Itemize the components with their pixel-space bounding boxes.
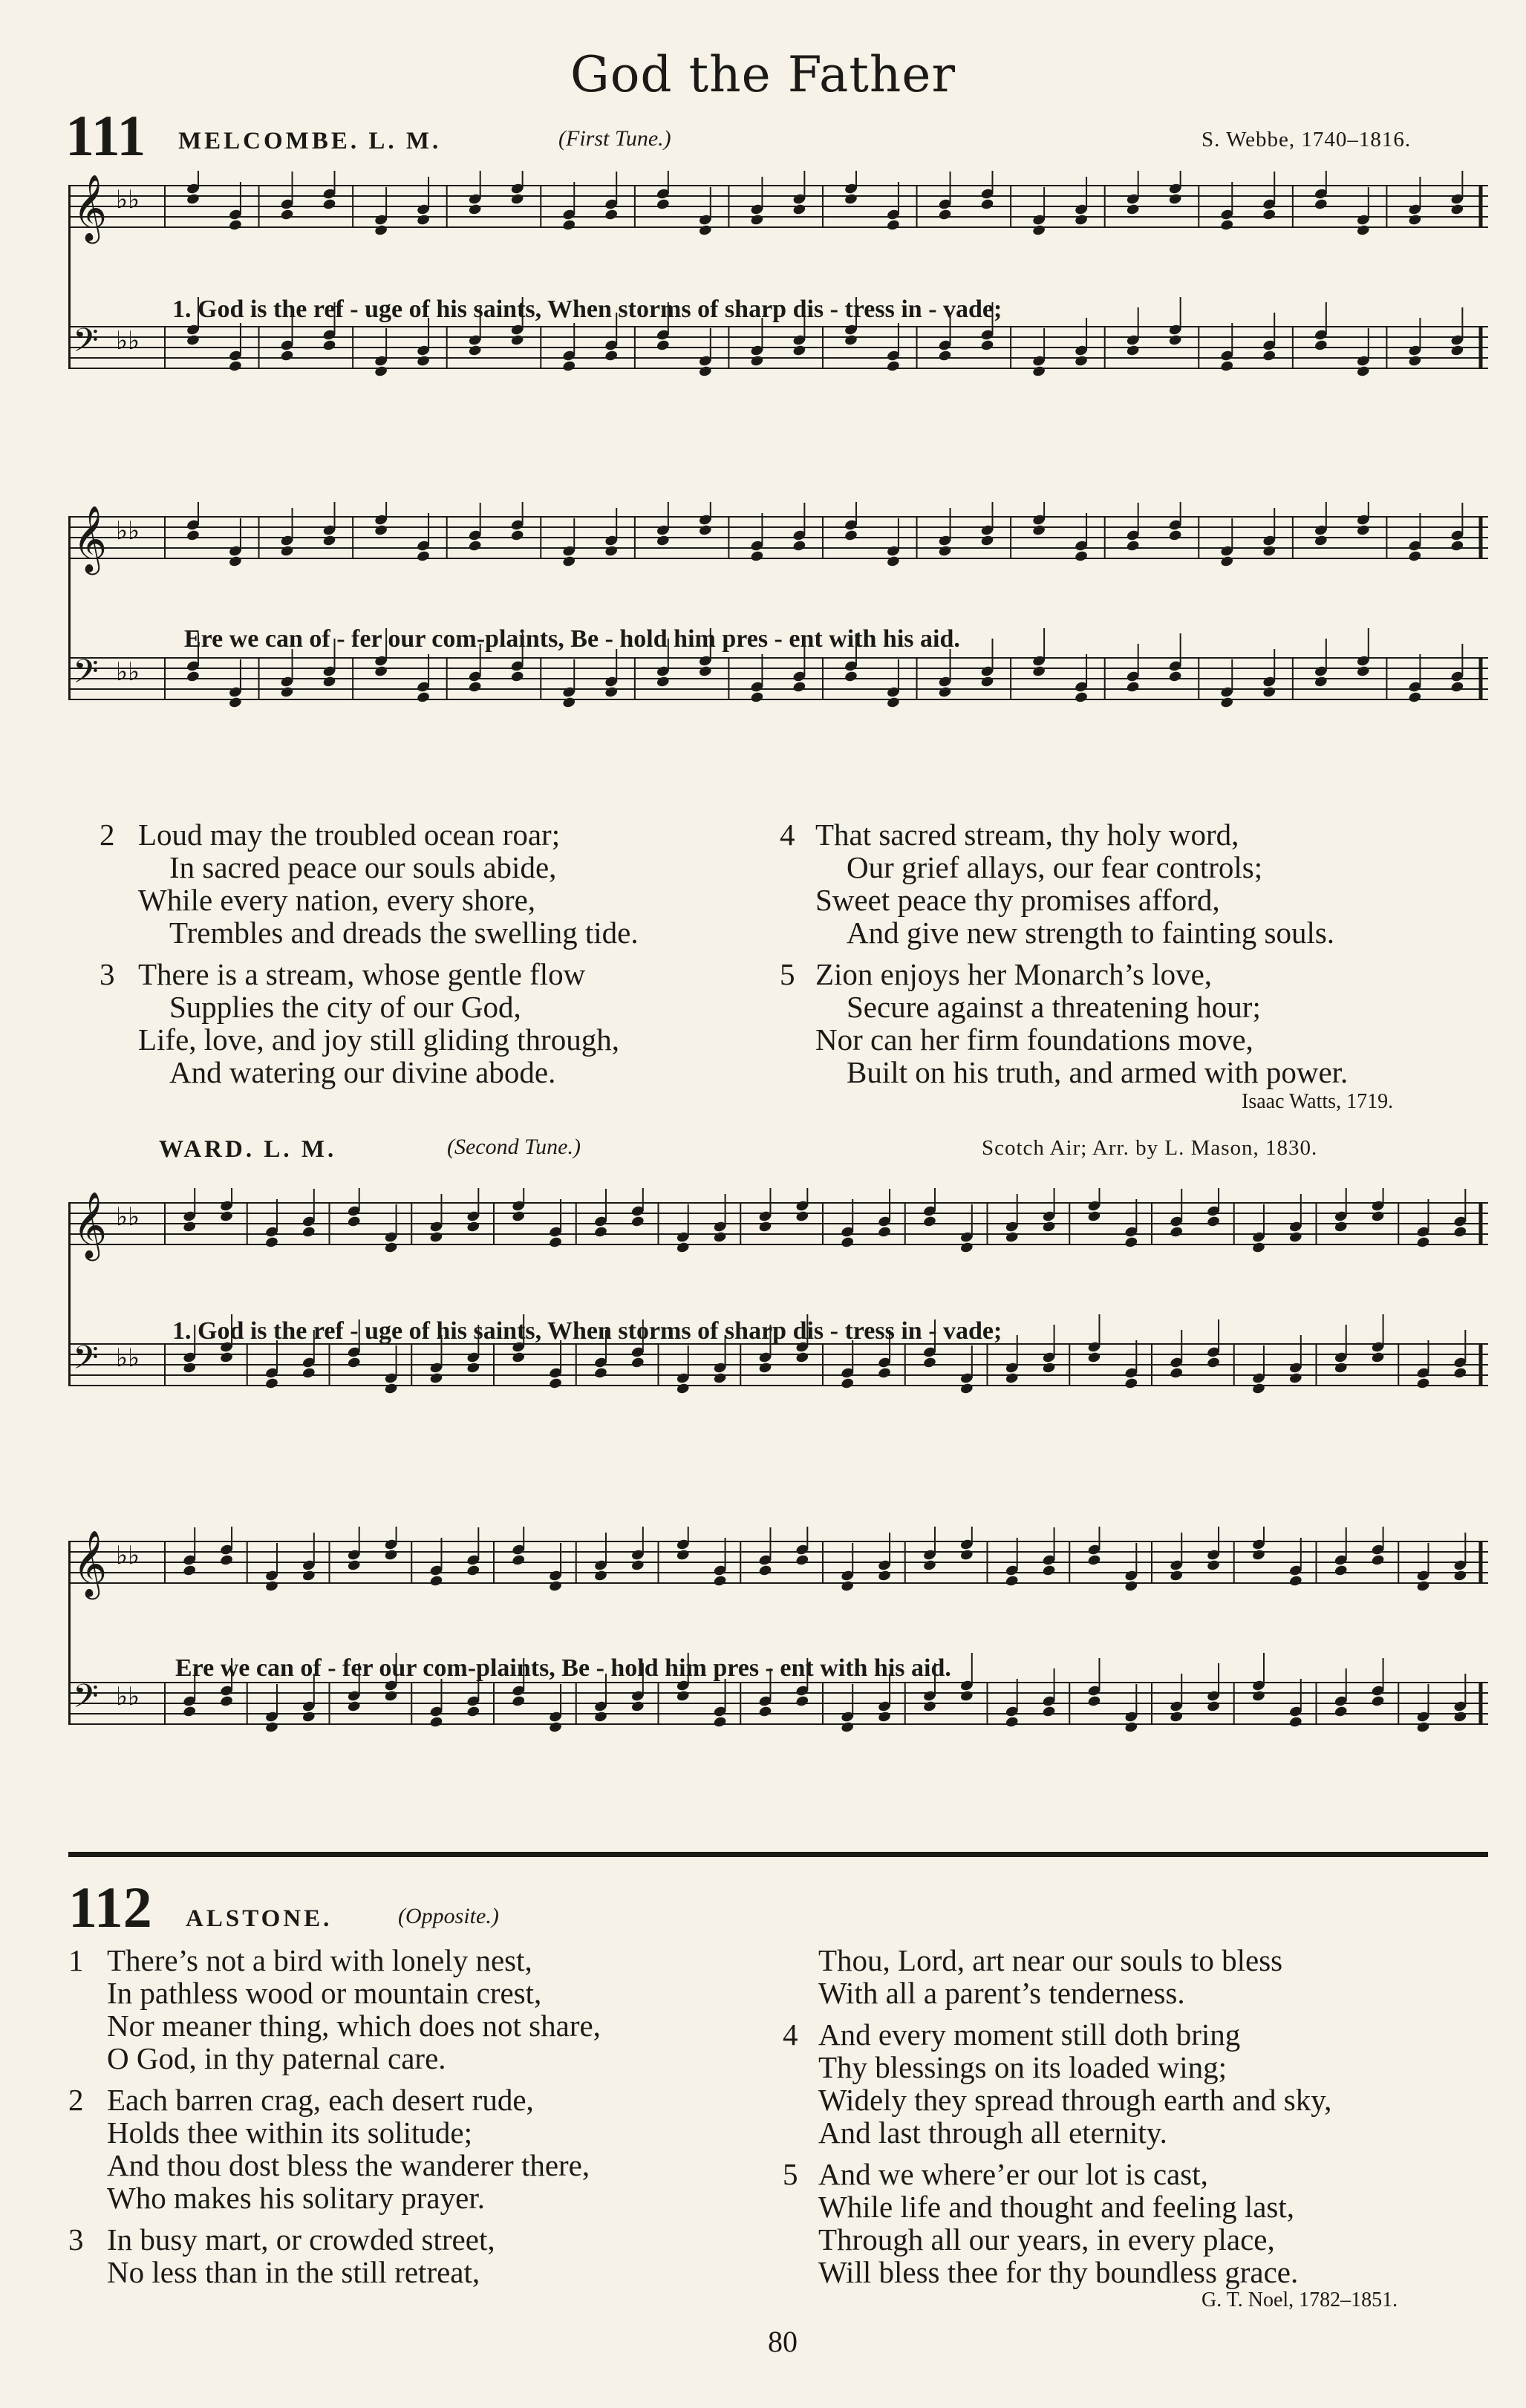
section-title: God the Father xyxy=(570,46,956,103)
stanza-112-4: 4 And every moment still doth bring Thy blessings on its loaded wing; Widely they spread through earth and sky, And last through all eternity. xyxy=(783,2017,1332,2150)
key-signature-flats-icon: ♭♭ xyxy=(116,185,140,215)
section-divider xyxy=(68,1852,1488,1857)
composer-webbe: S. Webbe, 1740–1816. xyxy=(1201,128,1412,151)
tune-note-first: (First Tune.) xyxy=(558,126,671,151)
treble-clef-icon: 𝄞 xyxy=(73,174,108,241)
stanzas-112-right xyxy=(783,1944,1496,2288)
lyrics-melcombe-line1: 1. God is the ref - uge of his saints, When storms of sharp dis - tress in - vade; xyxy=(172,296,1002,323)
treble-staff xyxy=(68,502,1488,575)
treble-clef-icon: 𝄞 xyxy=(73,1192,108,1259)
key-signature-flats-icon: ♭♭ xyxy=(116,657,140,687)
stanza-111-5: 5 Zion enjoys her Monarch’s love, Secure against a threatening hour; Nor can her firm foundations move, Built on his truth, and armed with power. xyxy=(780,957,1349,1089)
treble-staff xyxy=(68,1188,1488,1262)
treble-clef-icon: 𝄞 xyxy=(73,1530,108,1597)
key-signature-flats-icon: ♭♭ xyxy=(116,1343,140,1373)
author-noel: G. T. Noel, 1782–1851. xyxy=(1201,2288,1398,2311)
tune-note-second: (Second Tune.) xyxy=(447,1135,581,1159)
stanza-111-3: 3 There is a stream, whose gentle flow Supplies the city of our God, Life, love, and joy still gliding through, And watering our divine abode. xyxy=(100,957,619,1089)
treble-clef-icon: 𝄞 xyxy=(73,506,108,572)
tune-note-opposite: (Opposite.) xyxy=(398,1904,499,1928)
bass-clef-icon: 𝄢 xyxy=(73,652,99,699)
stanzas-111-right xyxy=(780,818,1493,1089)
key-signature-flats-icon: ♭♭ xyxy=(116,516,140,546)
stanzas-111-left xyxy=(100,818,798,1089)
treble-staff xyxy=(68,171,1488,244)
key-signature-flats-icon: ♭♭ xyxy=(116,326,140,356)
lyrics-ward-line1: 1. God is the ref - uge of his saints, When storms of sharp dis - tress in - vade; xyxy=(172,1317,1002,1345)
lyrics-melcombe-line2: Ere we can of - fer our com-plaints, Be - hold him pres - ent with his aid. xyxy=(184,625,960,653)
stanza-112-2: 2 Each barren crag, each desert rude, Holds thee within its solitude; And thou dost bless the wanderer there, Who makes his solitary prayer. xyxy=(68,2083,590,2215)
stanza-112-1: 1 There’s not a bird with lonely nest, In pathless wood or mountain crest, Nor meaner thing, which does not share, O God, in thy paternal care. xyxy=(68,1943,601,2075)
composer-mason: Scotch Air; Arr. by L. Mason, 1830. xyxy=(982,1136,1318,1160)
tune-name-alstone: ALSTONE. xyxy=(186,1905,333,1932)
bass-clef-icon: 𝄢 xyxy=(73,321,99,368)
stanza-111-4: 4 That sacred stream, thy holy word, Our grief allays, our fear controls; Sweet peace thy promises afford, And give new strength to fainting souls. xyxy=(780,818,1335,950)
bass-clef-icon: 𝄢 xyxy=(73,1677,99,1723)
key-signature-flats-icon: ♭♭ xyxy=(116,1682,140,1712)
hymn-number-111: 111 xyxy=(65,103,146,168)
bass-clef-icon: 𝄢 xyxy=(73,1338,99,1385)
page-number: 80 xyxy=(768,2325,798,2358)
stanzas-112-left xyxy=(68,1944,781,2288)
treble-staff xyxy=(68,1527,1488,1600)
tune-name-melcombe: MELCOMBE. L. M. xyxy=(178,128,442,154)
stanza-112-3: 3 In busy mart, or crowded street, No less than in the still retreat, xyxy=(68,2222,495,2289)
key-signature-flats-icon: ♭♭ xyxy=(116,1202,140,1232)
stanza-112-3-continued: Thou, Lord, art near our souls to bless With all a parent’s tenderness. xyxy=(818,1943,1283,2010)
hymn-number-112: 112 xyxy=(68,1875,152,1939)
key-signature-flats-icon: ♭♭ xyxy=(116,1541,140,1570)
lyrics-ward-line2: Ere we can of - fer our com-plaints, Be - hold him pres - ent with his aid. xyxy=(175,1654,951,1682)
author-watts: Isaac Watts, 1719. xyxy=(1242,1090,1394,1113)
tune-name-ward: WARD. L. M. xyxy=(159,1136,337,1163)
stanza-111-2: 2 Loud may the troubled ocean roar; In sacred peace our souls abide, While every nation, every shore, Trembles and dreads the swelling tide. xyxy=(100,818,639,950)
stanza-112-5: 5 And we where’er our lot is cast, While life and thought and feeling last, Through all our years, in every place, Will bless thee for thy boundless grace. xyxy=(783,2157,1299,2289)
